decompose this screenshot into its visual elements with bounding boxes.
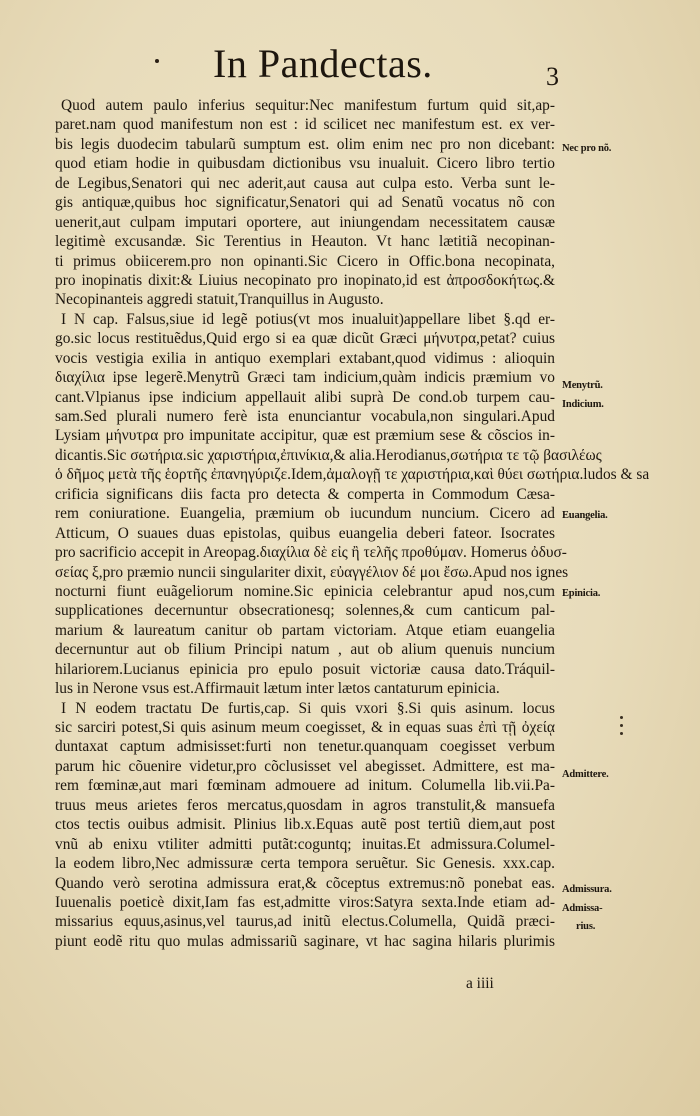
marginal-note: Epinicia. — [562, 588, 601, 600]
marginal-note: Admissa- — [562, 903, 603, 915]
text-line: bis legis duodecim tabularũ sumptum est. olim enim nec pro non dicebant: — [55, 135, 555, 153]
text-line: lus in Nerone vsus est.Affirmauit lætum inter lætos cantaturum epinicia. — [55, 680, 500, 698]
text-line: gis antiquæ,quibus hoc significatur,Senatori qui ad Senatũ vocatus nõ con — [55, 194, 555, 212]
text-line: quod etiam hodie in quibusdam dictionibus vsu inualuit. Cicero libro tertio — [55, 155, 555, 173]
text-line: ctos tectis ouibus admisit. Plinius lib.x.Equas autẽ post tertiũ diem,aut post — [55, 816, 555, 834]
folio-number: 3 — [546, 62, 559, 91]
dot-mark — [620, 732, 623, 735]
text-line: nocturni fiunt euãgeliorum nomine.Sic epinicia celebrantur apud nos,cum — [55, 582, 555, 600]
text-line: legitimè excusandæ. Sic Terentius in Heauton. Vt hanc lætitiã necopinan- — [55, 233, 555, 251]
text-line: missarius equus,asinus,vel taurus,ad initũ electus.Columella, Quidã præci- — [55, 913, 555, 931]
text-line: piunt eodẽ ritu quo mulas admissariũ saginare, vt hac sagina hilaris plurimis — [55, 932, 555, 950]
text-line: rem coniuratione. Euangelia, præmium ob iucundum nuncium. Cicero ad — [55, 505, 555, 523]
marginal-note: Menytrũ. — [562, 379, 603, 391]
text-line: Lysiam μήνυτρα pro impunitate accipitur, quæ est præmium sese & cõscios in- — [55, 427, 555, 445]
signature-mark: a iiii — [466, 975, 494, 992]
text-line: σείας ξ,pro præmio nuncii singulariter dixit, εὐαγγέλιον δέ μοι ἔσω.Apud nos ignes — [55, 563, 569, 581]
margin-dot-marks — [620, 716, 623, 740]
text-line: decernuntur aut ob filium Principi natum , aut ob alium quenuis nuncium — [55, 641, 555, 659]
header-ornament-dot — [155, 59, 159, 63]
text-line: supplicationes decernuntur obsecrationesq; solennes,& cum canticum pal- — [55, 602, 555, 620]
marginal-note: rius. — [576, 920, 596, 932]
text-line: crificia significans diis facta pro detecta & comperta in Commodum Cæsa- — [55, 485, 555, 503]
text-line: Iuuenalis poeticè dixit,Iam fas est,admitte viros:Satyra sexta.Inde etiam ad- — [55, 893, 555, 911]
text-line: pro sacrificio accepit in Areopag.διαχίλια δὲ εἰς ἢ τελῆς προθύμαν. Homerus ὀδυσ- — [55, 544, 567, 562]
text-line: I N cap. Falsus,siue id legẽ potius(vt mos inualuit)appellare libet §.qd er- — [61, 310, 555, 328]
text-line: hilariorem.Lucianus epinicia pro epulo posuit victoriæ causa dato.Tráquil- — [55, 660, 555, 678]
text-line: sic sarciri potest,Si quis asinum meum coegisset, & in equas suas ἐπὶ τῇ ὀχείᾳ — [55, 719, 555, 736]
text-line: dicantis.Sic σωτήρια.sic χαριστήρια,ἐπινίκια,& alia.Herodianus,σωτήρια τε τῷ βασιλέως — [55, 446, 602, 464]
text-line: go.sic locus restituẽdus,Quid ergo si ea quæ dicũt Græci μήνυτρα,petat? cuius — [55, 330, 555, 348]
dot-mark — [620, 724, 623, 727]
text-line: de Legibus,Senatori qui nec aderit,aut causa aut culpa esto. Verba sunt le- — [55, 174, 555, 192]
text-line: Quando verò serotina admissura erat,& cõceptus extremus:nõ ponebat eas. — [55, 874, 555, 892]
text-line: ti primus obiicerem.pro non opinanti.Sic Cicero in Offic.bona necopinata, — [55, 252, 555, 270]
text-line: uenerit,aut culpam imputari oportere, aut iniungendam necessitatem causæ — [55, 213, 555, 231]
marginal-note: Indicium. — [562, 399, 604, 411]
marginal-note: Admissura. — [562, 883, 612, 895]
text-line: sam.Sed plurali numero ferè ista enunciantur vocabula,non singulari.Apud — [55, 408, 555, 425]
text-line: rem fœminæ,aut mari fœminam admouere ad initum. Columella lib.vii.Pa- — [55, 777, 555, 795]
marginal-note: Admittere. — [562, 768, 609, 780]
text-line: Atticum, O suaues duas epistolas, quibus euangelia deberi fateor. Isocrates — [55, 524, 555, 542]
text-line: truus meus arietes feros mercatus,quosdam in agros transtulit,& mansuefa — [55, 796, 555, 814]
text-line: Quod autem paulo inferius sequitur:Nec manifestum furtum quid sit,ap- — [61, 97, 555, 114]
text-line: ὁ δῆμος μετὰ τῆς ἑορτῆς ἐπανηγύριζε.Idem,ἀμαλογῇ τε χαριστήρια,καὶ θύει σωτήρια.ludos & sa — [55, 466, 650, 484]
text-line: paret.nam quod manifestum non est : id scilicet nec manifestum est. ex ver- — [55, 116, 555, 134]
text-line: διαχίλια ipse legerẽ.Menytrũ Græci tam indicium,quàm indicis præmium vo — [55, 369, 555, 387]
marginal-note: Nec pro nõ. — [562, 142, 612, 154]
dot-mark — [620, 716, 623, 719]
running-title: In Pandectas. — [213, 41, 433, 86]
text-line: I N eodem tractatu De furtis,cap. Si quis vxori §.Si quis asinum. locus — [61, 699, 555, 717]
text-line: cant.Vlpianus ipse indicium appellauit alibi suprà De cond.ob turpem cau- — [55, 388, 555, 406]
text-line: Necopinanteis aggredi statuit,Tranquillus in Augusto. — [55, 291, 384, 309]
text-line: duntaxat captum admisisset:furti non tenetur.quanquam coegisset verbum — [55, 738, 555, 756]
text-line: marium & laureatum canitur ob partam victoriam. Atque etiam euangelia — [55, 621, 555, 639]
text-line: pro inopinatis dixit:& Liuius necopinato pro inopinato,id est ἀπροσδοκήτως.& — [55, 271, 555, 289]
page-header — [0, 34, 700, 94]
text-line: vnũ ab enixu vtiliter admitti putãt:coguntq; inuitas.Et admissura.Columel- — [55, 835, 555, 853]
text-line: vocis vestigia exilia in antiquo exemplari extabant,quod vidimus : alioquin — [55, 349, 555, 367]
marginal-note: Euangelia. — [562, 510, 608, 522]
text-line: la eodem libro,Nec admissuræ certa tempora seruẽtur. Sic Genesis. xxx.cap. — [55, 855, 555, 873]
text-line: parum hic cõuenire videtur,pro cõclusisset vel abegisset. Admittere, est ma- — [55, 757, 555, 775]
